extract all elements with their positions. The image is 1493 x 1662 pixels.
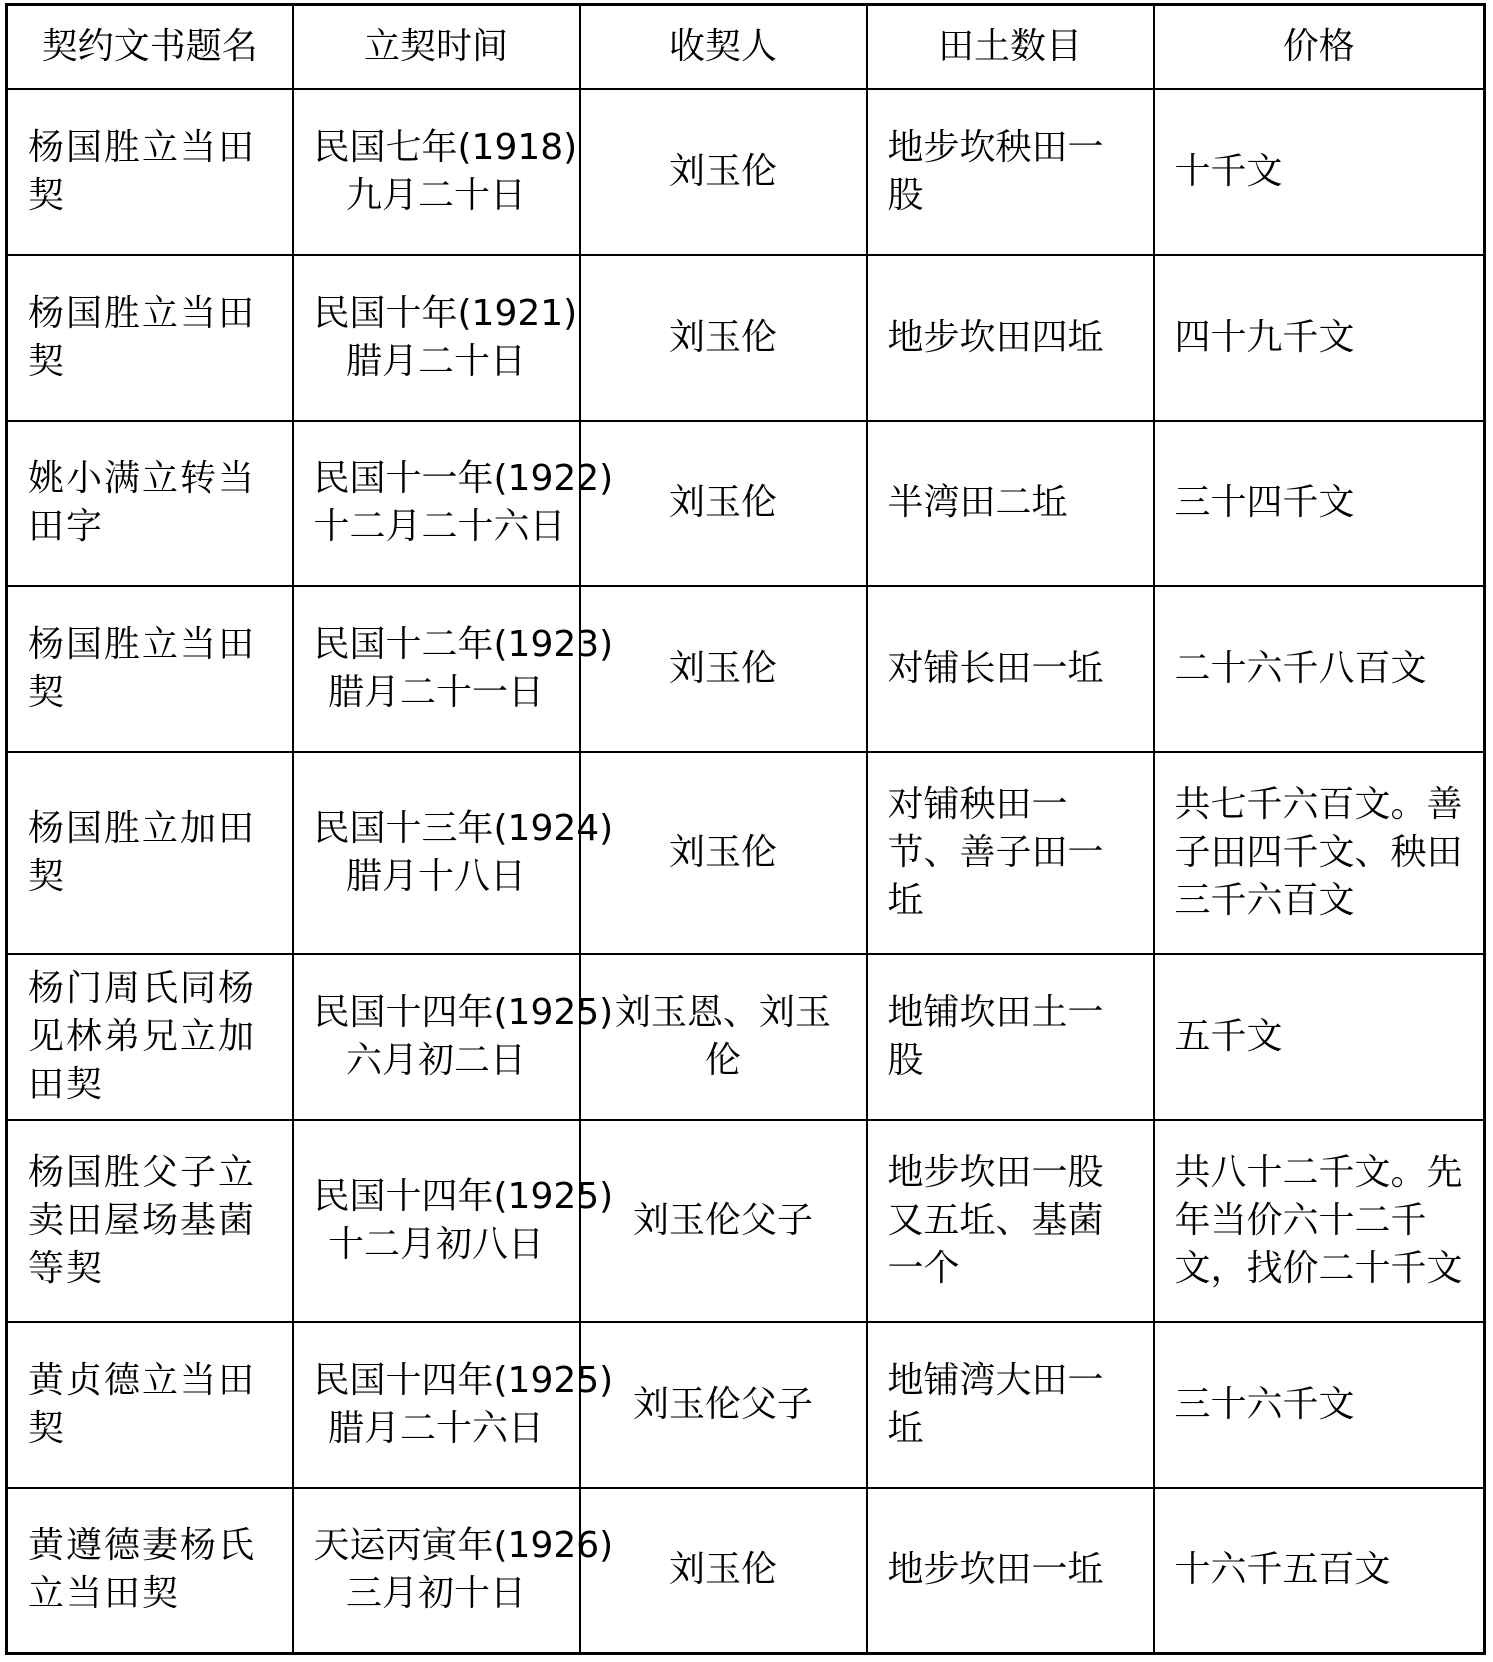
date-day: 腊月二十一日	[327, 672, 544, 714]
cell-price: 十千文	[1154, 89, 1485, 255]
cell-title: 杨国胜立当田契	[7, 255, 293, 421]
date-year: 民国十四年(1925)	[313, 992, 614, 1034]
table-row	[7, 1488, 1485, 1654]
cell-date	[293, 89, 580, 255]
cell-date	[293, 954, 614, 1120]
table-row	[7, 255, 1485, 421]
cell-title: 杨门周氏同杨见林弟兄立加田契	[7, 954, 293, 1120]
cell-price: 共七千六百文。善子田四千文、秧田三千六百文	[1154, 752, 1485, 954]
cell-date	[293, 421, 614, 587]
contract-table-wrapper	[5, 3, 1483, 1655]
date-year: 民国七年(1918)	[313, 126, 578, 168]
cell-price: 三十四千文	[1154, 421, 1485, 587]
date-year: 民国十一年(1922)	[313, 458, 614, 500]
table-header-row	[7, 5, 1485, 90]
header-title: 契约文书题名	[7, 5, 293, 90]
cell-land: 对铺长田一坵	[867, 586, 1154, 752]
cell-receiver: 刘玉伦父子	[580, 1120, 867, 1322]
date-day: 九月二十日	[345, 174, 526, 216]
date-year: 民国十年(1921)	[313, 292, 578, 334]
cell-price: 共八十二千文。先年当价六十二千文，找价二十千文	[1154, 1120, 1485, 1322]
cell-land: 半湾田二坵	[867, 421, 1154, 587]
cell-receiver: 刘玉恩、刘玉伦	[580, 954, 867, 1120]
date-day: 六月初二日	[345, 1040, 526, 1082]
date-day: 腊月二十六日	[327, 1407, 544, 1449]
contract-table	[5, 3, 1486, 1655]
cell-title: 杨国胜立加田契	[7, 752, 293, 954]
cell-date	[293, 255, 580, 421]
header-date: 立契时间	[293, 5, 580, 90]
cell-receiver: 刘玉伦	[580, 1488, 867, 1654]
cell-land: 地步坎田一坵	[867, 1488, 1154, 1654]
table-row	[7, 586, 1485, 752]
cell-price: 二十六千八百文	[1154, 586, 1485, 752]
cell-land: 地步坎田一股又五坵、基菌一个	[867, 1120, 1154, 1322]
cell-land: 地铺湾大田一坵	[867, 1322, 1154, 1488]
header-receiver: 收契人	[580, 5, 867, 90]
cell-date	[293, 1488, 614, 1654]
date-day: 十二月初八日	[327, 1223, 544, 1265]
cell-land: 地步坎田四坵	[867, 255, 1154, 421]
cell-date	[293, 1120, 614, 1322]
cell-title: 杨国胜父子立卖田屋场基菌等契	[7, 1120, 293, 1322]
table-row	[7, 421, 1485, 587]
cell-receiver: 刘玉伦	[580, 421, 867, 587]
date-year: 民国十二年(1923)	[313, 624, 614, 666]
cell-land: 地步坎秧田一股	[867, 89, 1154, 255]
header-land: 田土数目	[867, 5, 1154, 90]
cell-title: 杨国胜立当田契	[7, 89, 293, 255]
date-year: 民国十四年(1925)	[313, 1175, 614, 1217]
cell-receiver: 刘玉伦	[580, 752, 867, 954]
cell-land: 地铺坎田土一股	[867, 954, 1154, 1120]
cell-price: 十六千五百文	[1154, 1488, 1485, 1654]
cell-date	[293, 752, 614, 954]
cell-receiver: 刘玉伦	[580, 89, 867, 255]
cell-receiver: 刘玉伦	[580, 255, 867, 421]
table-row	[7, 1120, 1485, 1322]
date-day: 三月初十日	[345, 1573, 526, 1615]
date-year: 天运丙寅年(1926)	[313, 1525, 614, 1567]
date-day: 腊月十八日	[345, 856, 526, 898]
header-price: 价格	[1154, 5, 1485, 90]
cell-receiver: 刘玉伦	[580, 586, 867, 752]
cell-title: 黄遵德妻杨氏立当田契	[7, 1488, 293, 1654]
date-year: 民国十三年(1924)	[313, 808, 614, 850]
date-day: 腊月二十日	[345, 340, 526, 382]
cell-price: 四十九千文	[1154, 255, 1485, 421]
cell-receiver: 刘玉伦父子	[580, 1322, 867, 1488]
cell-land: 对铺秧田一节、善子田一坵	[867, 752, 1154, 954]
table-row	[7, 1322, 1485, 1488]
cell-date	[293, 1322, 614, 1488]
cell-title: 杨国胜立当田契	[7, 586, 293, 752]
date-day: 十二月二十六日	[313, 506, 566, 548]
table-row	[7, 89, 1485, 255]
cell-title: 黄贞德立当田契	[7, 1322, 293, 1488]
table-row	[7, 954, 1485, 1120]
cell-price: 五千文	[1154, 954, 1485, 1120]
date-year: 民国十四年(1925)	[313, 1359, 614, 1401]
table-row	[7, 752, 1485, 954]
cell-date	[293, 586, 614, 752]
cell-title: 姚小满立转当田字	[7, 421, 293, 587]
cell-price: 三十六千文	[1154, 1322, 1485, 1488]
